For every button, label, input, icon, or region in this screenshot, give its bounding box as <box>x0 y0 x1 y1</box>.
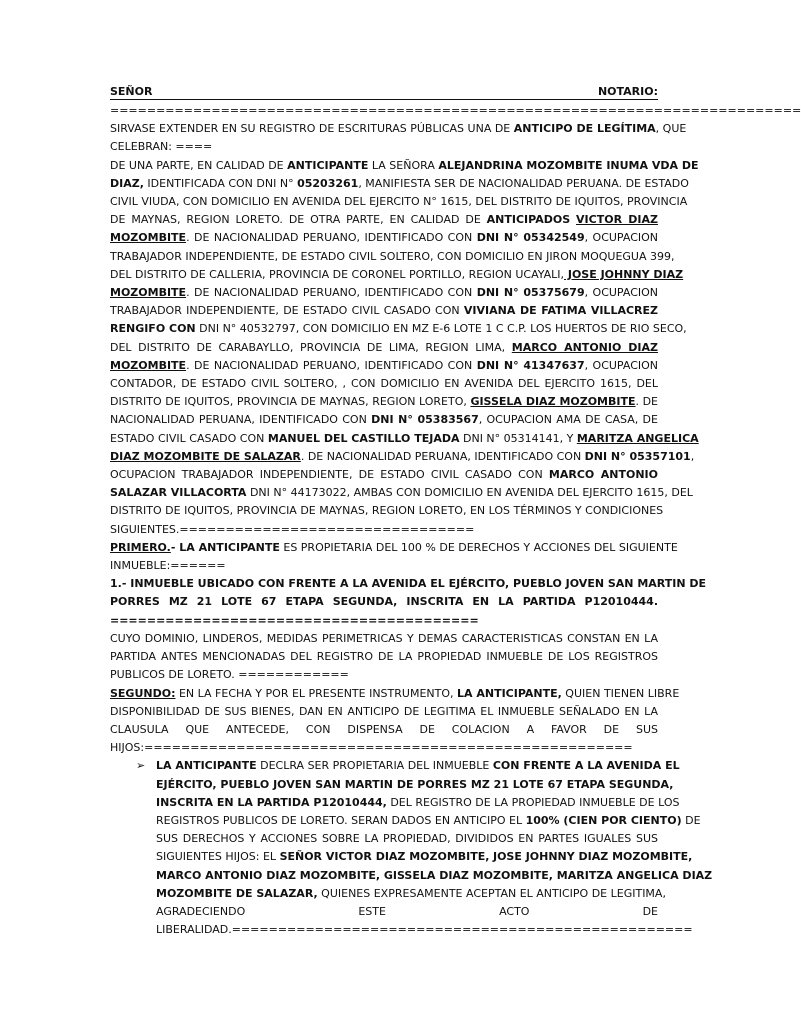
para-line: INMUEBLE:====== <box>110 559 226 573</box>
para-line: REGISTROS PUBLICOS DE LORETO. SERAN DADOS EN ANTICIPO EL 100% (CIEN POR CIENTO) DE <box>156 813 701 827</box>
para-line: PARTIDA ANTES MENCIONADAS DEL REGISTRO DE LA PROPIEDAD INMUEBLE DE LOS REGISTROS <box>110 650 658 664</box>
para-line: MARCO ANTONIO DIAZ MOZOMBITE, GISSELA DIAZ MOZOMBITE, MARITZA ANGELICA DIAZ <box>156 868 713 882</box>
para-line: RENGIFO CON DNI N° 40532797, CON DOMICILIO EN MZ E-6 LOTE 1 C C.P. LOS HUERTOS DE RIO SECO, <box>110 322 687 336</box>
addressee-header <box>110 84 658 100</box>
para-line: SALAZAR VILLACORTA DNI N° 44173022, AMBAS CON DOMICILIO EN AVENIDA DEL EJERCITO 1615, DEL <box>110 486 693 500</box>
para-line: LIBERALIDAD.================================================== <box>156 923 693 937</box>
para-line: CIVIL VIUDA, CON DOMICILIO EN AVENIDA DEL EJERCITO N° 1615, DEL DISTRITO DE IQUITOS, PROVINCIA <box>110 195 688 209</box>
clause-segundo <box>110 685 713 940</box>
intro-line-1: SIRVASE EXTENDER EN SU REGISTRO DE ESCRITURAS PÚBLICAS UNA DE ANTICIPO DE LEGÍTIMA, QUE <box>110 122 687 136</box>
para-line: OCUPACION TRABAJADOR INDEPENDIENTE, DE ESTADO CIVIL CASADO CON MARCO ANTONIO <box>110 468 658 482</box>
para-line: MOZOMBITE. DE NACIONALIDAD PERUANO, IDENTIFICADO CON DNI N° 05375679, OCUPACION <box>110 286 659 300</box>
addressee-senor: SEÑOR <box>110 85 153 98</box>
para-line: DE UNA PARTE, EN CALIDAD DE ANTICIPANTE LA SEÑORA ALEJANDRINA MOZOMBITE INUMA VDA DE <box>110 158 699 172</box>
para-line: MOZOMBITE. DE NACIONALIDAD PERUANO, IDENTIFICADO CON DNI N° 41347637, OCUPACION <box>110 358 659 372</box>
para-line: SEGUNDO: EN LA FECHA Y POR EL PRESENTE INSTRUMENTO, LA ANTICIPANTE, QUIEN TIENEN LIBRE <box>110 686 680 700</box>
para-line: EJÉRCITO, PUEBLO JOVEN SAN MARTIN DE PORRES MZ 21 LOTE 67 ETAPA SEGUNDA, <box>156 777 674 791</box>
para-line: ======================================== <box>110 613 479 627</box>
para-line: DISTRITO DE IQUITOS, PROVINCIA DE MAYNAS, REGION LORETO, GISSELA DIAZ MOZOMBITE. DE <box>110 395 658 409</box>
para-line: INSCRITA EN LA PARTIDA P12010444, DEL REGISTRO DE LA PROPIEDAD INMUEBLE DE LOS <box>156 795 680 809</box>
intro-line-2: CELEBRAN: ==== <box>110 140 213 154</box>
para-line: AGRADECIENDO ESTE ACTO DE <box>156 904 658 918</box>
para-line: MOZOMBITE. DE NACIONALIDAD PERUANO, IDENTIFICADO CON DNI N° 05342549, OCUPACION <box>110 231 659 245</box>
para-line: PRIMERO.- LA ANTICIPANTE ES PROPIETARIA DEL 100 % DE DERECHOS Y ACCIONES DEL SIGUIENTE <box>110 540 678 554</box>
addressee-notario: NOTARIO: <box>597 85 658 98</box>
para-line: 1.- INMUEBLE UBICADO CON FRENTE A LA AVENIDA EL EJÉRCITO, PUEBLO JOVEN SAN MARTIN DE <box>110 577 707 591</box>
para-line: PUBLICOS DE LORETO. ============ <box>110 668 349 682</box>
para-line: SIGUIENTES HIJOS: EL SEÑOR VICTOR DIAZ MOZOMBITE, JOSE JOHNNY DIAZ MOZOMBITE, <box>156 850 693 864</box>
para-line: DIAZ, IDENTIFICADA CON DNI N° 05203261, MANIFIESTA SER DE NACIONALIDAD PERUANA. DE ESTADO <box>110 176 689 190</box>
parties-paragraph <box>110 157 699 539</box>
para-line: DE MAYNAS, REGION LORETO. DE OTRA PARTE, EN CALIDAD DE ANTICIPADOS VICTOR DIAZ <box>110 213 658 227</box>
para-line: DISPONIBILIDAD DE SUS BIENES, DAN EN ANTICIPO DE LEGITIMA EL INMUEBLE SEÑALADO EN LA <box>110 704 658 718</box>
para-line: CUYO DOMINIO, LINDEROS, MEDIDAS PERIMETRICAS Y DEMAS CARACTERISTICAS CONSTAN EN LA <box>110 631 658 645</box>
para-line: NACIONALIDAD PERUANA, IDENTIFICADO CON DNI N° 05383567, OCUPACION AMA DE CASA, DE <box>110 413 658 427</box>
para-line: LA ANTICIPANTE DECLRA SER PROPIETARIA DEL INMUEBLE CON FRENTE A LA AVENIDA EL <box>156 759 680 773</box>
arrow-bullet-icon: ➢ <box>136 759 146 773</box>
separator-line: =========================================================================== <box>110 104 801 117</box>
para-line: DIAZ MOZOMBITE DE SALAZAR. DE NACIONALIDAD PERUANA, IDENTIFICADO CON DNI N° 05357101, <box>110 449 695 463</box>
document-page <box>110 84 801 939</box>
para-line: CONTADOR, DE ESTADO CIVIL SOLTERO, , CON DOMICILIO EN AVENIDA DEL EJERCITO 1615, DEL <box>110 377 658 391</box>
para-line: ESTADO CIVIL CASADO CON MANUEL DEL CASTILLO TEJADA DNI N° 05314141, Y MARITZA ANGELICA <box>110 431 699 445</box>
para-line: SUS DERECHOS Y ACCIONES SOBRE LA PROPIEDAD, DIVIDIDOS EN PARTES IGUALES SUS <box>156 832 658 846</box>
para-line: DEL DISTRITO DE CALLERIA, PROVINCIA DE CORONEL PORTILLO, REGION UCAYALI, JOSE JOHNNY DIAZ <box>110 267 684 281</box>
para-line: TRABAJADOR INDEPENDIENTE, DE ESTADO CIVIL CASADO CON VIVIANA DE FATIMA VILLACREZ <box>110 304 658 318</box>
para-line: TRABAJADOR INDEPENDIENTE, DE ESTADO CIVIL SOLTERO, CON DOMICILIO EN JIRON MOQUEGUA 399, <box>110 249 675 263</box>
clause-primero <box>110 539 707 685</box>
para-line: PORRES MZ 21 LOTE 67 ETAPA SEGUNDA, INSCRITA EN LA PARTIDA P12010444. <box>110 595 658 609</box>
para-line: SIGUIENTES.================================ <box>110 522 475 536</box>
para-line: DISTRITO DE IQUITOS, PROVINCIA DE MAYNAS, REGION LORETO, EN LOS TÉRMINOS Y CONDICIONES <box>110 504 664 518</box>
para-line: CLAUSULA QUE ANTECEDE, CON DISPENSA DE COLACION A FAVOR DE SUS <box>110 722 658 736</box>
bullet-item <box>136 757 713 939</box>
para-line: MOZOMBITE DE SALAZAR, QUIENES EXPRESAMENTE ACEPTAN EL ANTICIPO DE LEGITIMA, <box>156 886 666 900</box>
para-line: DEL DISTRITO DE CARABAYLLO, PROVINCIA DE LIMA, REGION LIMA, MARCO ANTONIO DIAZ <box>110 340 658 354</box>
para-line: HIJOS:===================================================== <box>110 741 633 755</box>
